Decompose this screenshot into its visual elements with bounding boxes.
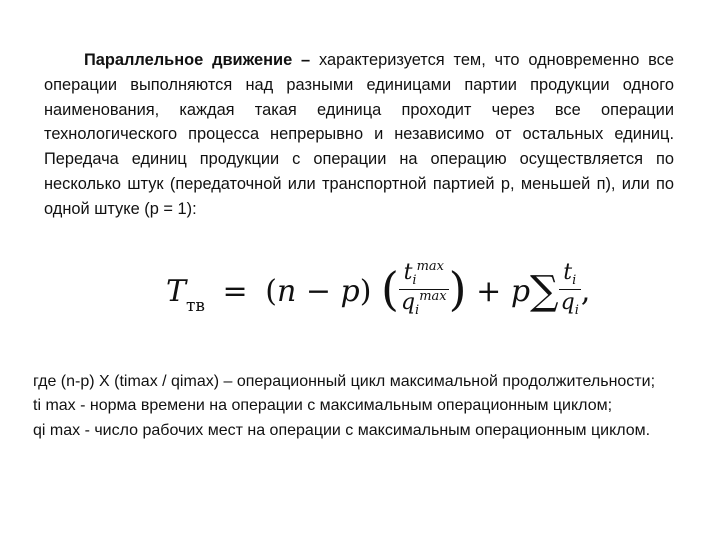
fraction-sum-denominator: $q_i$ (560, 289, 579, 318)
formula-sigma: ∑ (530, 268, 559, 314)
note-line: qi max - число рабочих мест на операции с максимальным операционным циклом. (33, 421, 651, 439)
note-line: ti max - норма времени на операции с максимальным операционным циклом; (33, 397, 613, 415)
formula-plus: + (476, 274, 502, 309)
formula-T-subscript: тв (186, 296, 205, 316)
formula-n: n (276, 274, 297, 309)
formula-equals: = (222, 274, 248, 309)
intro-text: характеризуется тем, что одновременно все операции выполняются над разными единицами партии продукции одного наименования, каждая такая единица проходит через все операции технологического процесса непрерывно и независимо от остальных единиц. Передача единиц продукции с операции на операцию осуществляется по несколько штук (передаточной или транспортной партией р, меньшей п), или по одной штуке (р = 1): (44, 51, 674, 218)
fraction-max-denominator: $q_i^{max}$ (400, 288, 447, 318)
intro-term: Параллельное движение – (84, 51, 311, 69)
formula-minus: − (305, 274, 331, 309)
fraction-max (399, 260, 449, 319)
fraction-sum (559, 260, 581, 319)
formula-T: T (166, 274, 187, 309)
fraction-sum-numerator: $t_i$ (559, 260, 581, 290)
formula-comma: , (580, 274, 591, 309)
formula-big-close-paren: ) (448, 262, 467, 316)
formula-open-paren: ( (265, 274, 277, 309)
fraction-max-numerator: $t_i^{max}$ (399, 260, 449, 290)
formula-big-open-paren: ( (381, 262, 399, 316)
note-line: где (n-p) X (timax / qimax) – операционный цикл максимальной продолжительности; (33, 373, 656, 390)
intro-paragraph (44, 48, 674, 222)
notes (33, 370, 695, 443)
formula-close-paren: ) (359, 274, 372, 309)
formula-p: p (340, 274, 360, 309)
formula (166, 258, 590, 330)
formula-p2: p (510, 274, 531, 309)
